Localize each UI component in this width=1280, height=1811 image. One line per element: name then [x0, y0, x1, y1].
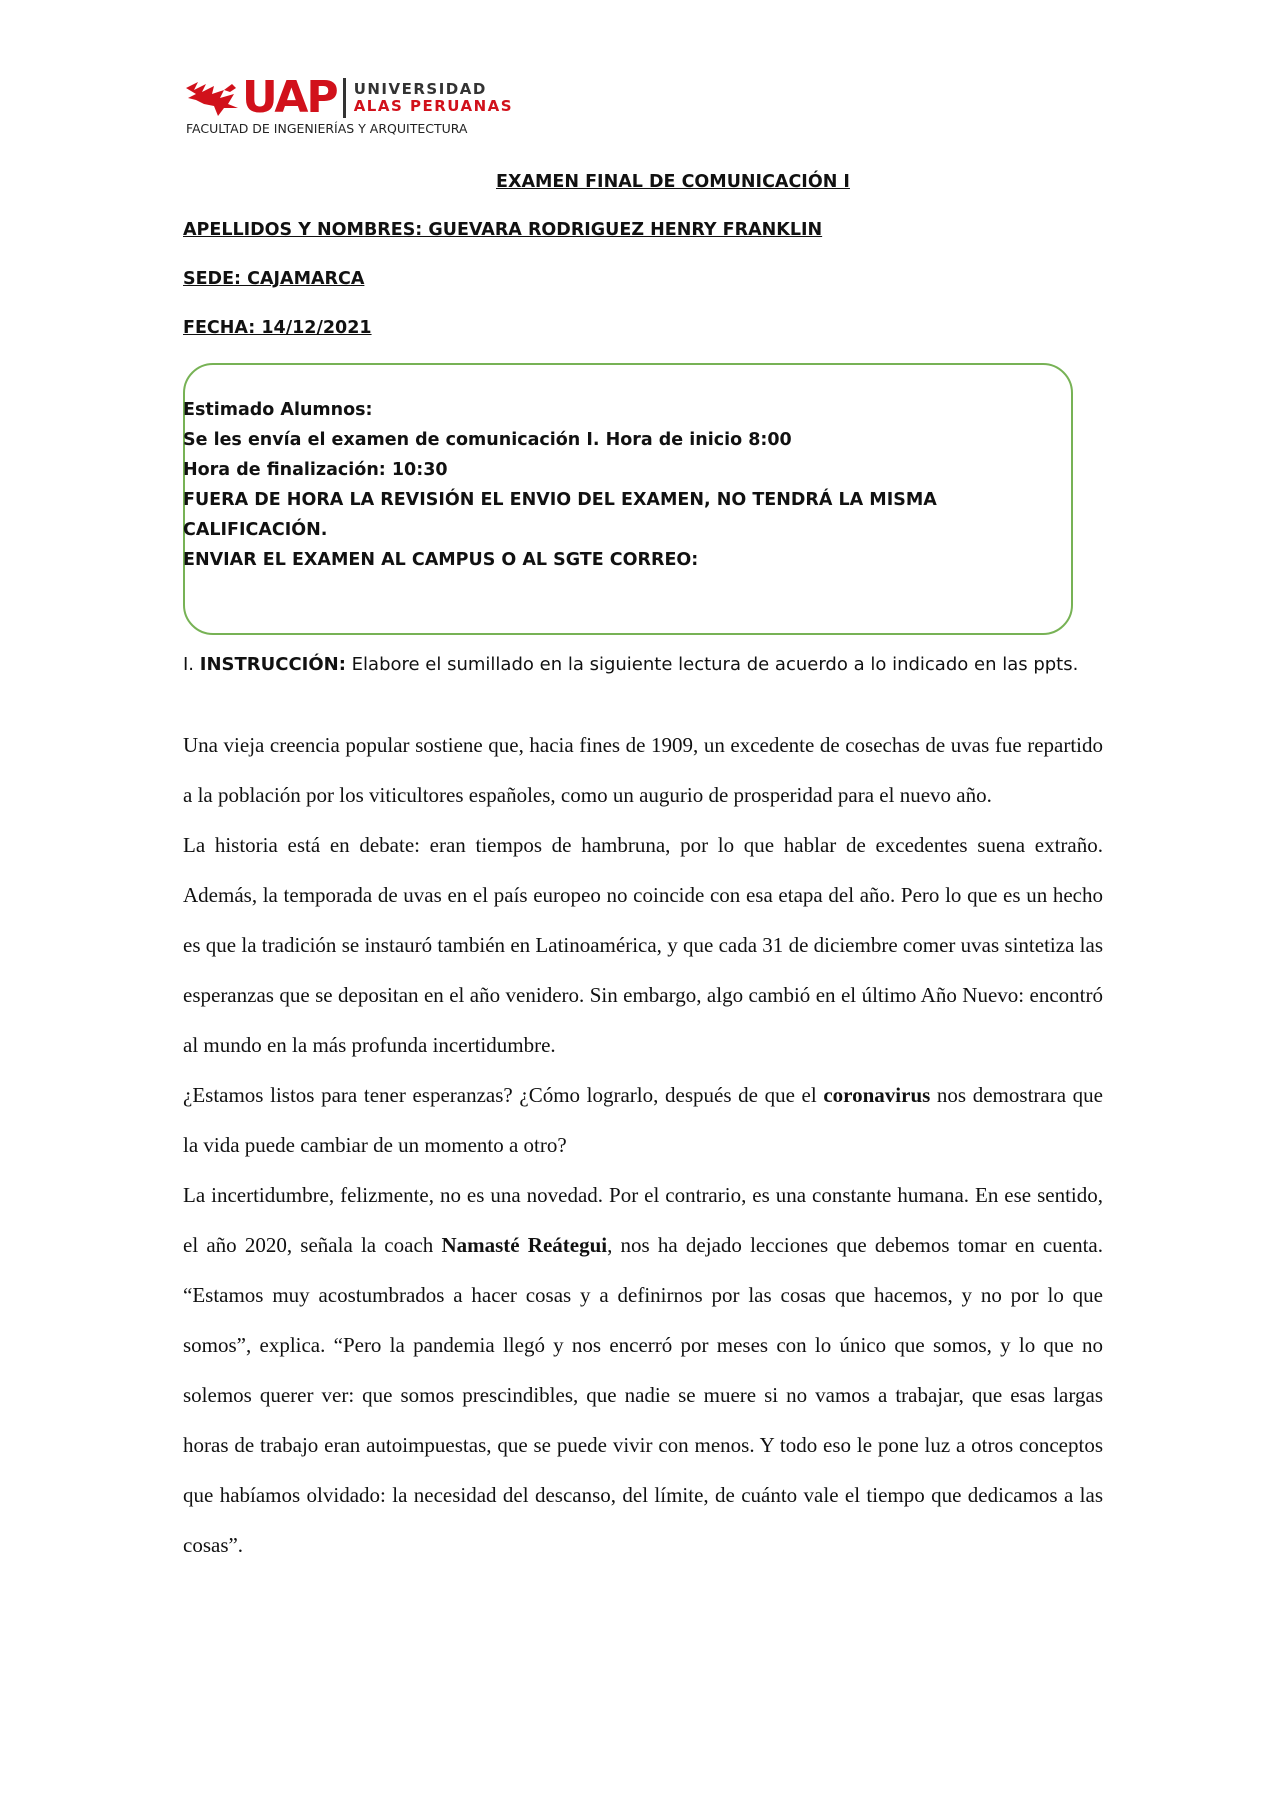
notice-text [183, 395, 937, 575]
paragraph-4-text: La incertidumbre, felizmente, no es una novedad. Por el contrario, es una constante humana. En ese sentido, el año 2020, señala la coach [183, 1183, 1103, 1257]
student-names: APELLIDOS Y NOMBRES: GUEVARA RODRIGUEZ HENRY FRANKLIN [183, 220, 823, 240]
paragraph-2: La historia está en debate: eran tiempos de hambruna, por lo que hablar de excedentes suena extraño. Además, la temporada de uvas en el país europeo no coincide con esa etapa del año. Pero lo que es un hecho es que la tradición se instauró también en Latinoamérica, y que cada 31 de diciembre comer uvas sintetiza las esperanzas que se depositan en el año venidero. Sin embargo, algo cambió en el último Año Nuevo: encontró al mundo en la más profunda incertidumbre. [183, 833, 1103, 1057]
instruction [183, 654, 1078, 675]
paragraph-3 [183, 1070, 1103, 1170]
notice-line: Hora de finalización: 10:30 [183, 460, 448, 480]
paragraph-1: Una vieja creencia popular sostiene que, hacia fines de 1909, un excedente de cosechas de uvas fue repartido a la población por los viticultores españoles, como un augurio de prosperidad para el nuevo año. [183, 733, 1103, 807]
paragraph-3-text-end: nos demostrara que la vida puede cambiar de un momento a otro? [183, 1083, 1103, 1157]
logo-acronym: UAP [242, 72, 337, 123]
logo-divider [343, 78, 346, 118]
instruction-label: INSTRUCCIÓN: [199, 654, 346, 675]
notice-line: Estimado Alumnos: [183, 400, 373, 420]
notice-line: CALIFICACIÓN. [183, 520, 328, 540]
paragraph-3-bold: coronavirus [823, 1083, 931, 1107]
instruction-number: I. [183, 654, 195, 675]
faculty-name: FACULTAD DE INGENIERÍAS Y ARQUITECTURA [186, 121, 468, 136]
exam-date: FECHA: 14/12/2021 [183, 318, 372, 338]
paragraph-4 [183, 1170, 1103, 1570]
logo-line-2: ALAS PERUANAS [353, 97, 514, 115]
logo-university-name [354, 81, 513, 115]
instruction-text: Elabore el sumillado en la siguiente lectura de acuerdo a lo indicado en las ppts. [345, 654, 1079, 675]
condor-emblem-icon [184, 78, 240, 118]
notice-line: ENVIAR EL EXAMEN AL CAMPUS O AL SGTE CORREO: [183, 550, 699, 570]
paragraph-3-text: ¿Estamos listos para tener esperanzas? ¿Cómo lograrlo, después de que el [183, 1083, 824, 1107]
university-logo [184, 72, 514, 123]
logo-line-1: UNIVERSIDAD [353, 80, 487, 98]
notice-line: Se les envía el examen de comunicación I. Hora de inicio 8:00 [183, 430, 792, 450]
notice-line: FUERA DE HORA LA REVISIÓN EL ENVIO DEL EXAMEN, NO TENDRÁ LA MISMA [183, 490, 937, 510]
reading-text [183, 720, 1103, 1570]
exam-site: SEDE: CAJAMARCA [183, 269, 365, 289]
paragraph-4-text-end: , nos ha dejado lecciones que debemos tomar en cuenta. “Estamos muy acostumbrados a hacer cosas y a definirnos por las cosas que hacemos, y no por lo que somos”, explica. “Pero la pandemia llegó y nos encerró por meses con lo único que somos, y lo que no solemos querer ver: que somos prescindibles, que nadie se muere si no vamos a trabajar, que esas largas horas de trabajo eran autoimpuestas, que se puede vivir con menos. Y todo eso le pone luz a otros conceptos que habíamos olvidado: la necesidad del descanso, del límite, de cuánto vale el tiempo que dedicamos a las cosas”. [183, 1233, 1103, 1557]
paragraph-4-bold: Namasté Reátegui [441, 1233, 608, 1257]
exam-title: EXAMEN FINAL DE COMUNICACIÓN I [496, 172, 850, 192]
